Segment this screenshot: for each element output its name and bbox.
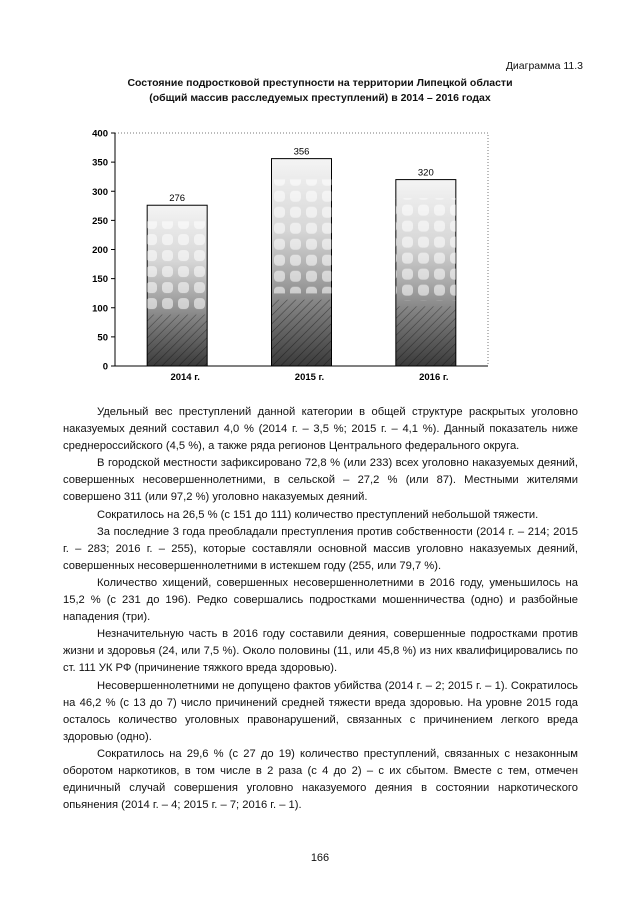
bar-hatch	[396, 306, 456, 366]
body-text	[63, 404, 578, 814]
page-number: 166	[310, 852, 330, 864]
y-tick-label: 0	[102, 361, 108, 373]
paragraph: За последние 3 года преобладали преступления против собственности (2014 г. – 214; 2015 г. – 283; 2016 г. – 255), которые составляли основной массив уголовно наказуемых деяний, совершенных несовершеннолетними в истекшем году (255, или 79,7 %).	[63, 525, 578, 572]
bar-hatch	[147, 315, 207, 366]
paragraph: В городской местности зафиксировано 72,8 % (или 233) всех уголовно наказуемых деяний, совершенных несовершеннолетними, в сельской – 27,2 % (или 87). Местными жителями совершено 311 (или 97,2 %) уголовно наказуемых деяний.	[63, 457, 578, 504]
chart-bars	[147, 147, 456, 366]
bar-group	[396, 168, 456, 366]
y-tick-label: 350	[92, 157, 108, 169]
y-tick-label: 250	[92, 215, 108, 227]
y-tick-label: 300	[92, 186, 108, 198]
x-tick-label: 2016 г.	[419, 372, 449, 383]
y-tick-label: 400	[92, 128, 108, 140]
bar-value-label: 356	[293, 146, 310, 158]
y-tick-label: 100	[92, 303, 108, 315]
paragraph: Количество хищений, совершенных несовершеннолетними в 2016 году, уменьшилось на 15,2 % (с 231 до 196). Редко совершались подростками мошенничества (одно) и разбойные нападения (три).	[63, 576, 578, 624]
bar-chart	[0, 120, 640, 390]
chart-title-line1: Состояние подростковой преступности на территории Липецкой области	[127, 77, 513, 89]
bar-texture	[272, 179, 332, 293]
paragraph: Сократилось на 26,5 % (с 151 до 111) количество преступлений небольшой тяжести.	[97, 508, 539, 521]
bar-texture	[396, 198, 456, 301]
y-tick-label: 50	[97, 332, 108, 344]
paragraph: Сократилось на 29,6 % (с 27 до 19) количество преступлений, связанных с незаконным оборотом наркотиков, в том числе в 2 раза (с 4 до 2) – с их сбытом. Вместе с тем, отмечен единичный случай совершения уголовно наказуемого деяния в состоянии наркотического опьянения (2014 г. – 4; 2015 г. – 7; 2016 г. – 1).	[63, 747, 578, 812]
bar-value-label: 276	[169, 193, 186, 205]
bar-value-label: 320	[417, 167, 434, 179]
chart-title-line2: (общий массив расследуемых преступлений) в 2014 – 2016 годах	[149, 92, 491, 104]
x-tick-label: 2015 г.	[294, 372, 325, 383]
x-tick-label: 2014 г.	[170, 372, 200, 383]
bar-group	[272, 147, 332, 366]
paragraph: Удельный вес преступлений данной категории в общей структуре раскрытых уголовно наказуемых деяний составил 4,0 % (2014 г. – 3,5 %; 2015 г. – 4,1 %). Данный показатель ниже среднероссийского (4,5 %), а также ряда регионов Центрального федерального округа.	[63, 406, 578, 453]
y-tick-label: 200	[92, 245, 108, 256]
bar-group	[147, 193, 207, 366]
bar-hatch	[272, 300, 332, 366]
paragraph: Незначительную часть в 2016 году составили деяния, совершенные подростками против жизни и здоровья (24, или 7,5 %). Около половины (11, или 45,8 %) из них квалифицировались по ст. 111 УК РФ (причинение тяжкого вреда здоровью).	[63, 628, 578, 675]
diagram-label: Диаграмма 11.3	[505, 60, 583, 72]
paragraph: Несовершеннолетними не допущено фактов убийства (2014 г. – 2; 2015 г. – 1). Сократилось на 46,2 % (с 13 до 7) число причинений средней тяжести вреда здоровью. На уровне 2015 года осталось количество уголовных правонарушений, связанных с причинением легкого вреда здоровью (одно).	[63, 679, 578, 743]
y-tick-label: 150	[92, 274, 108, 286]
bar-texture	[147, 221, 207, 309]
